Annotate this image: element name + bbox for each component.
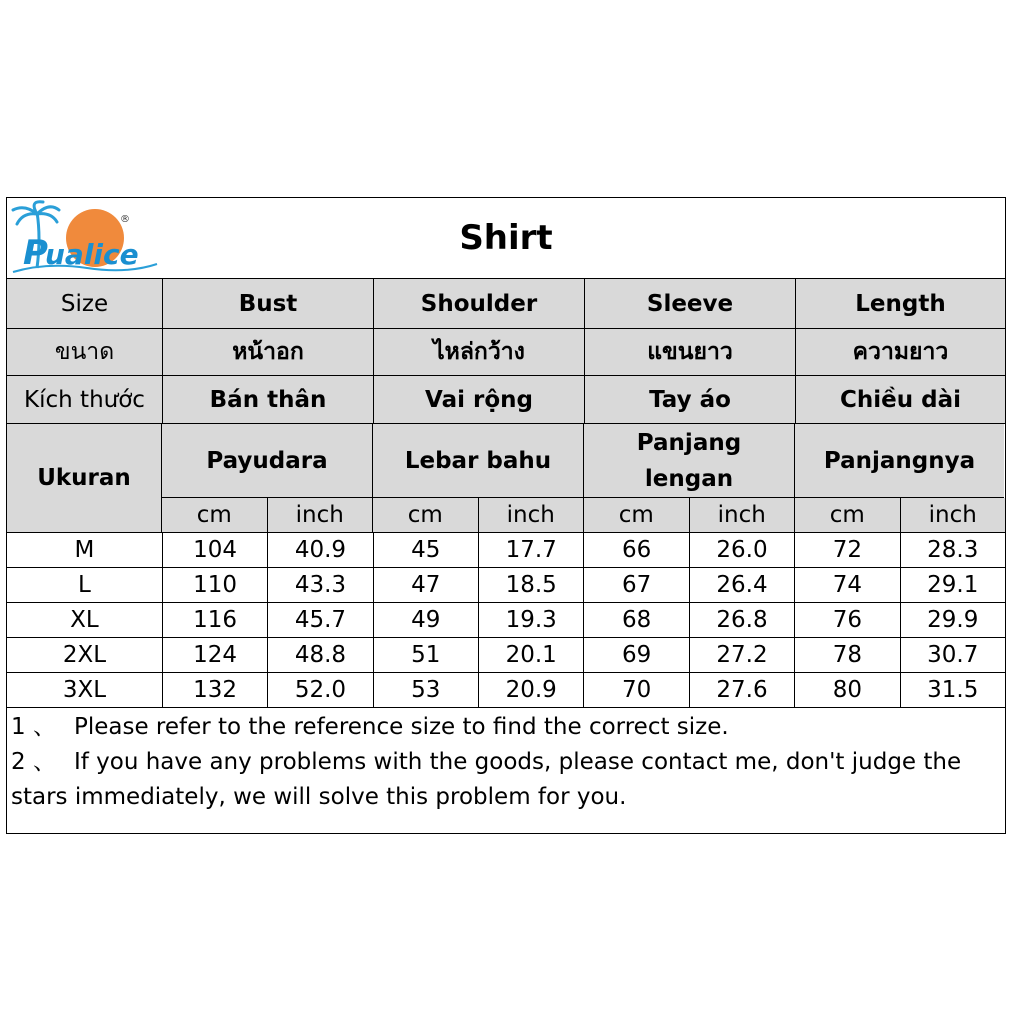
shoulder-header-id: Lebar bahu xyxy=(373,424,584,498)
size-cell: 3XL xyxy=(7,673,163,708)
table-row xyxy=(7,673,1005,708)
value-cell: 49 xyxy=(374,603,479,638)
sleeve-header-vi: Tay áo xyxy=(585,376,796,424)
value-cell: 104 xyxy=(163,533,268,568)
value-cell: 31.5 xyxy=(901,673,1005,708)
value-cell: 80 xyxy=(795,673,900,708)
value-cell: 110 xyxy=(163,568,268,603)
value-cell: 132 xyxy=(163,673,268,708)
value-cell: 69 xyxy=(584,638,689,673)
value-cell: 67 xyxy=(584,568,689,603)
value-cell: 52.0 xyxy=(268,673,373,708)
value-cell: 28.3 xyxy=(901,533,1005,568)
value-cell: 78 xyxy=(795,638,900,673)
length-header-id: Panjangnya xyxy=(795,424,1004,498)
unit-inch: inch xyxy=(268,498,374,533)
value-cell: 74 xyxy=(795,568,900,603)
size-cell: M xyxy=(7,533,163,568)
value-cell: 53 xyxy=(374,673,479,708)
value-cell: 51 xyxy=(374,638,479,673)
unit-inch: inch xyxy=(479,498,585,533)
value-cell: 20.1 xyxy=(479,638,584,673)
sleeve-header-id: Panjang lengan xyxy=(584,424,795,498)
length-header: Length xyxy=(796,279,1005,329)
size-cell: L xyxy=(7,568,163,603)
value-cell: 68 xyxy=(584,603,689,638)
svg-text:P: P xyxy=(23,233,48,273)
brand-logo xyxy=(7,198,163,278)
size-label-th: ขนาด xyxy=(7,329,163,376)
bust-header: Bust xyxy=(163,279,374,329)
size-label-vi: Kích thước xyxy=(7,376,163,424)
value-cell: 26.8 xyxy=(690,603,795,638)
value-cell: 47 xyxy=(374,568,479,603)
size-label: Size xyxy=(7,279,163,329)
value-cell: 116 xyxy=(163,603,268,638)
header-row-th xyxy=(7,329,1005,376)
shoulder-header: Shoulder xyxy=(374,279,585,329)
value-cell: 45 xyxy=(374,533,479,568)
logo-icon xyxy=(7,198,163,278)
table-row xyxy=(7,568,1005,603)
length-header-vi: Chiều dài xyxy=(796,376,1005,424)
value-cell: 17.7 xyxy=(479,533,584,568)
unit-inch: inch xyxy=(690,498,796,533)
bust-header-vi: Bán thân xyxy=(163,376,374,424)
value-cell: 26.0 xyxy=(690,533,795,568)
unit-inch: inch xyxy=(901,498,1006,533)
unit-cm: cm xyxy=(162,498,268,533)
table-row xyxy=(7,638,1005,673)
sleeve-header: Sleeve xyxy=(585,279,796,329)
header-row-id xyxy=(7,424,1005,533)
value-cell: 27.2 xyxy=(690,638,795,673)
shoulder-header-th: ไหล่กว้าง xyxy=(374,329,585,376)
size-label-id: Ukuran xyxy=(7,424,162,533)
registered-mark: ® xyxy=(120,214,130,225)
note-2 xyxy=(11,745,1001,815)
sleeve-header-th: แขนยาว xyxy=(585,329,796,376)
table-row xyxy=(7,603,1005,638)
size-chart xyxy=(6,197,1006,834)
note-1 xyxy=(11,710,1001,745)
value-cell: 70 xyxy=(584,673,689,708)
value-cell: 43.3 xyxy=(268,568,373,603)
note-text: If you have any problems with the goods, please contact me, don't judge the stars immediately, we will solve this problem for you. xyxy=(11,749,962,810)
value-cell: 29.9 xyxy=(901,603,1005,638)
value-cell: 48.8 xyxy=(268,638,373,673)
chart-title: Shirt xyxy=(459,218,553,258)
units-row xyxy=(162,498,1005,533)
value-cell: 29.1 xyxy=(901,568,1005,603)
unit-cm: cm xyxy=(584,498,690,533)
value-cell: 26.4 xyxy=(690,568,795,603)
value-cell: 45.7 xyxy=(268,603,373,638)
value-cell: 18.5 xyxy=(479,568,584,603)
notes xyxy=(7,707,1005,815)
note-number: 2 、 xyxy=(11,749,56,775)
brand-name: ualice xyxy=(45,238,139,271)
size-cell: XL xyxy=(7,603,163,638)
header-row-en xyxy=(7,279,1005,329)
size-cell: 2XL xyxy=(7,638,163,673)
value-cell: 19.3 xyxy=(479,603,584,638)
note-number: 1 、 xyxy=(11,714,56,740)
value-cell: 66 xyxy=(584,533,689,568)
bust-header-id: Payudara xyxy=(162,424,373,498)
table-row xyxy=(7,533,1005,568)
unit-cm: cm xyxy=(373,498,479,533)
shoulder-header-vi: Vai rộng xyxy=(374,376,585,424)
note-text: Please refer to the reference size to find the correct size. xyxy=(73,714,729,740)
unit-cm: cm xyxy=(795,498,901,533)
value-cell: 27.6 xyxy=(690,673,795,708)
value-cell: 72 xyxy=(795,533,900,568)
value-cell: 30.7 xyxy=(901,638,1005,673)
header-row-vi xyxy=(7,376,1005,424)
value-cell: 20.9 xyxy=(479,673,584,708)
length-header-th: ความยาว xyxy=(796,329,1005,376)
value-cell: 76 xyxy=(795,603,900,638)
value-cell: 124 xyxy=(163,638,268,673)
title-row xyxy=(7,198,1005,279)
value-cell: 40.9 xyxy=(268,533,373,568)
bust-header-th: หน้าอก xyxy=(163,329,374,376)
